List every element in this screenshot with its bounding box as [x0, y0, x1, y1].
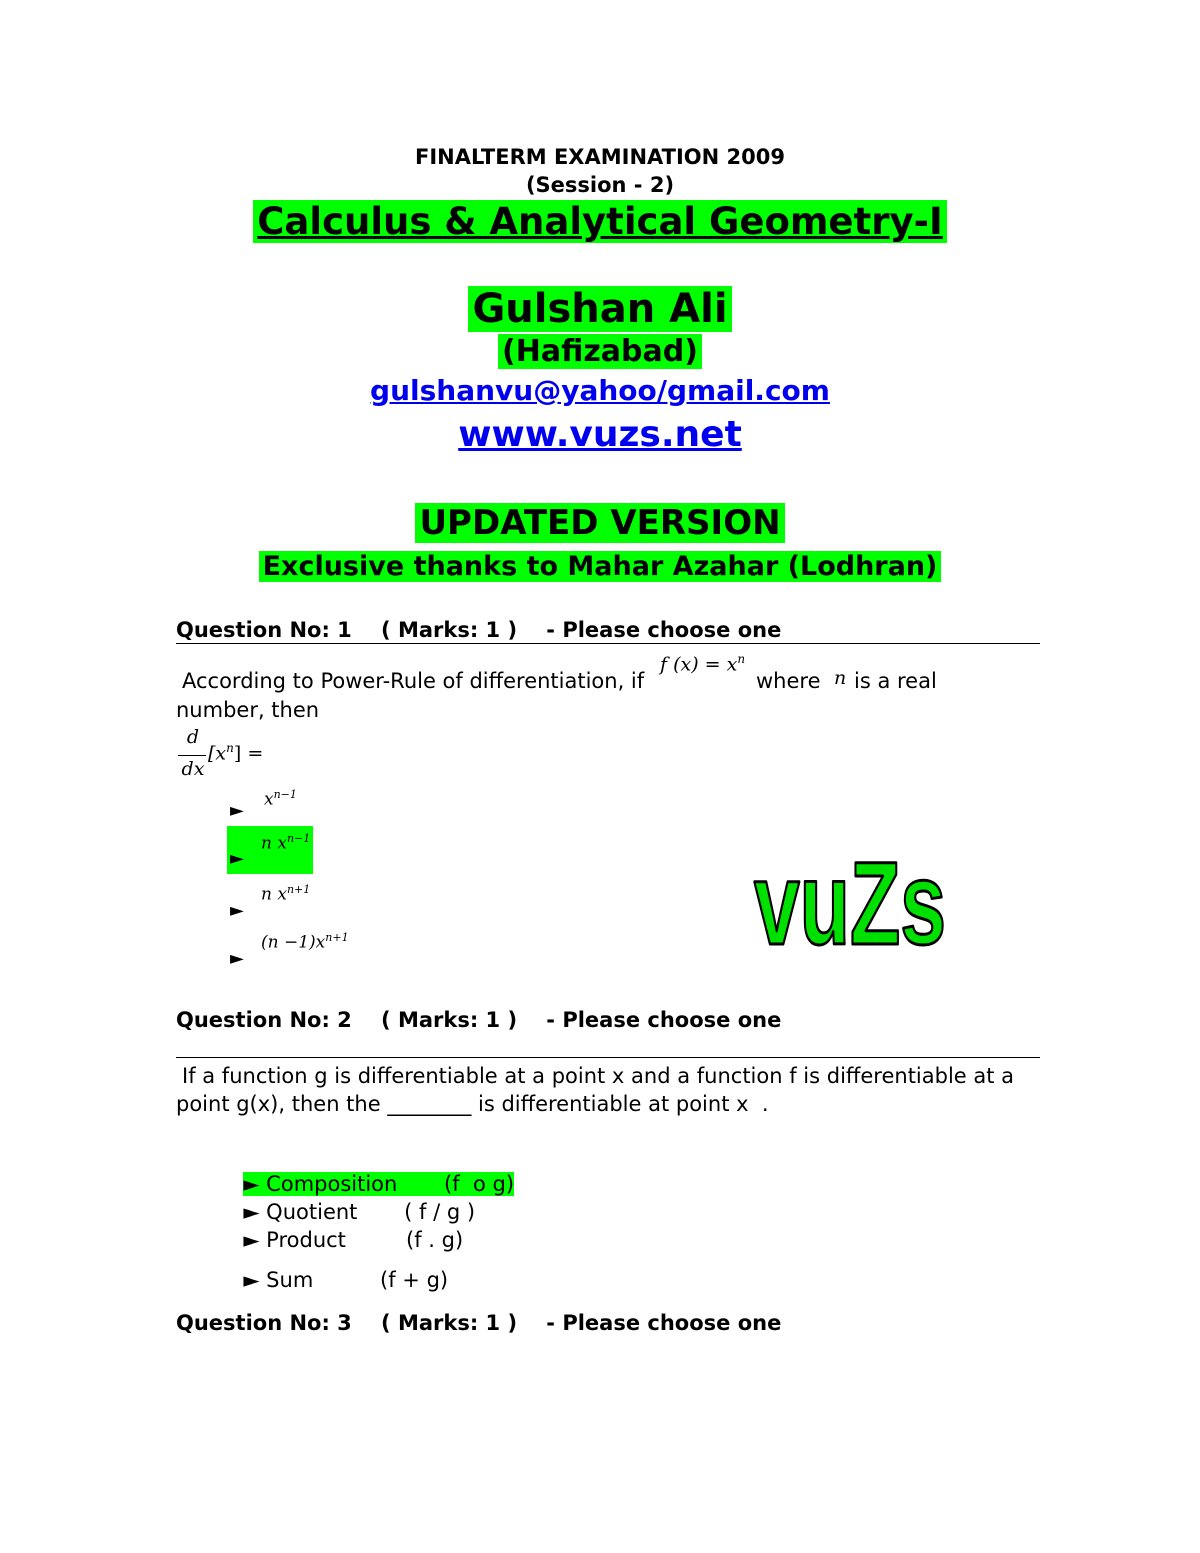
website-link[interactable]: www.vuzs.net: [458, 414, 742, 455]
updated-wrap: [0, 503, 1200, 543]
question-2-text-2: point g(x), then the ________ is differentiable at point x .: [176, 1092, 769, 1116]
thanks-wrap: [0, 551, 1200, 582]
question-1-heading: Question No: 1 ( Marks: 1 ) - Please choose one: [176, 618, 782, 642]
q1-option-4-sup: n+1: [325, 931, 349, 944]
q1-option-1-base: x: [264, 789, 274, 810]
deriv-denominator: dx: [181, 758, 205, 780]
vuzs-logo-text: vuZs: [754, 838, 946, 970]
q1-option-3-sup: n+1: [286, 883, 311, 896]
deriv-numerator: d: [186, 726, 200, 748]
q1-option-1-formula: [264, 788, 297, 810]
session-label: (Session - 2): [525, 173, 675, 197]
updated-version-label: UPDATED VERSION: [415, 503, 784, 543]
author-wrap: [0, 286, 1200, 332]
q1-option-2-formula: [261, 832, 310, 854]
q1-option-4-formula: [261, 931, 349, 953]
author-name: Gulshan Ali: [468, 286, 731, 332]
q1-option-4-base: (n −1)x: [261, 932, 326, 953]
email-wrap: [0, 374, 1200, 407]
email-link[interactable]: gulshanvu@yahoo/gmail.com: [370, 374, 830, 407]
city-wrap: [0, 334, 1200, 369]
q1-option-2-base: n x: [261, 833, 287, 854]
course-title-wrap: [0, 200, 1200, 243]
q1-option-3-formula: [261, 883, 310, 905]
formula-fx-base: f (x) = x: [660, 653, 738, 676]
deriv-expression: [208, 741, 263, 764]
deriv-sup: n: [226, 741, 234, 755]
course-title: Calculus & Analytical Geometry-I: [253, 200, 946, 243]
q1-option-3-arrow-icon: ►: [230, 900, 244, 921]
author-city: (Hafizabad): [498, 334, 702, 369]
q2-option-4[interactable]: [230, 1244, 448, 1292]
q2-option-4-label: ► Sum (f + g): [243, 1268, 449, 1292]
question-2-divider: [176, 1057, 1040, 1058]
question-2-text: If a function g is differentiable at a point x and a function f is differentiable at a: [182, 1064, 1015, 1088]
q2-option-3-label: ► Product (f . g): [243, 1228, 464, 1252]
thanks-line: Exclusive thanks to Mahar Azahar (Lodhran): [259, 551, 942, 582]
deriv-end: ] =: [233, 742, 264, 765]
question-1-where: where: [756, 669, 821, 693]
deriv-fraction-bar: [178, 755, 206, 756]
exam-title: FINALTERM EXAMINATION 2009: [415, 145, 785, 169]
q2-option-2-label: ► Quotient ( f / g ): [243, 1200, 476, 1224]
q1-option-4-arrow-icon: ►: [230, 948, 244, 969]
formula-fx: [660, 652, 745, 675]
q1-option-1-sup: n−1: [273, 788, 297, 801]
q2-option-1-label: ► Composition (f o g): [243, 1172, 515, 1196]
q1-option-1-arrow-icon: ►: [230, 800, 244, 821]
deriv-body: [x: [208, 742, 227, 765]
vuzs-logo: [752, 838, 952, 970]
q1-option-3-base: n x: [261, 884, 287, 905]
formula-n: n: [834, 667, 847, 689]
q1-option-2-arrow-icon: ►: [230, 848, 244, 869]
question-1-divider: [176, 643, 1040, 644]
question-1-real: is a real: [854, 669, 937, 693]
formula-fx-sup: n: [737, 652, 746, 666]
question-1-text: According to Power-Rule of differentiation, if: [182, 669, 645, 693]
question-3-heading: Question No: 3 ( Marks: 1 ) - Please choose one: [176, 1311, 782, 1335]
q1-option-2-sup: n−1: [286, 832, 311, 845]
q1-option-2[interactable]: [227, 826, 313, 874]
question-1-text-2: number, then: [176, 698, 320, 722]
question-2-heading: Question No: 2 ( Marks: 1 ) - Please choose one: [176, 1008, 782, 1032]
website-wrap: [0, 414, 1200, 455]
